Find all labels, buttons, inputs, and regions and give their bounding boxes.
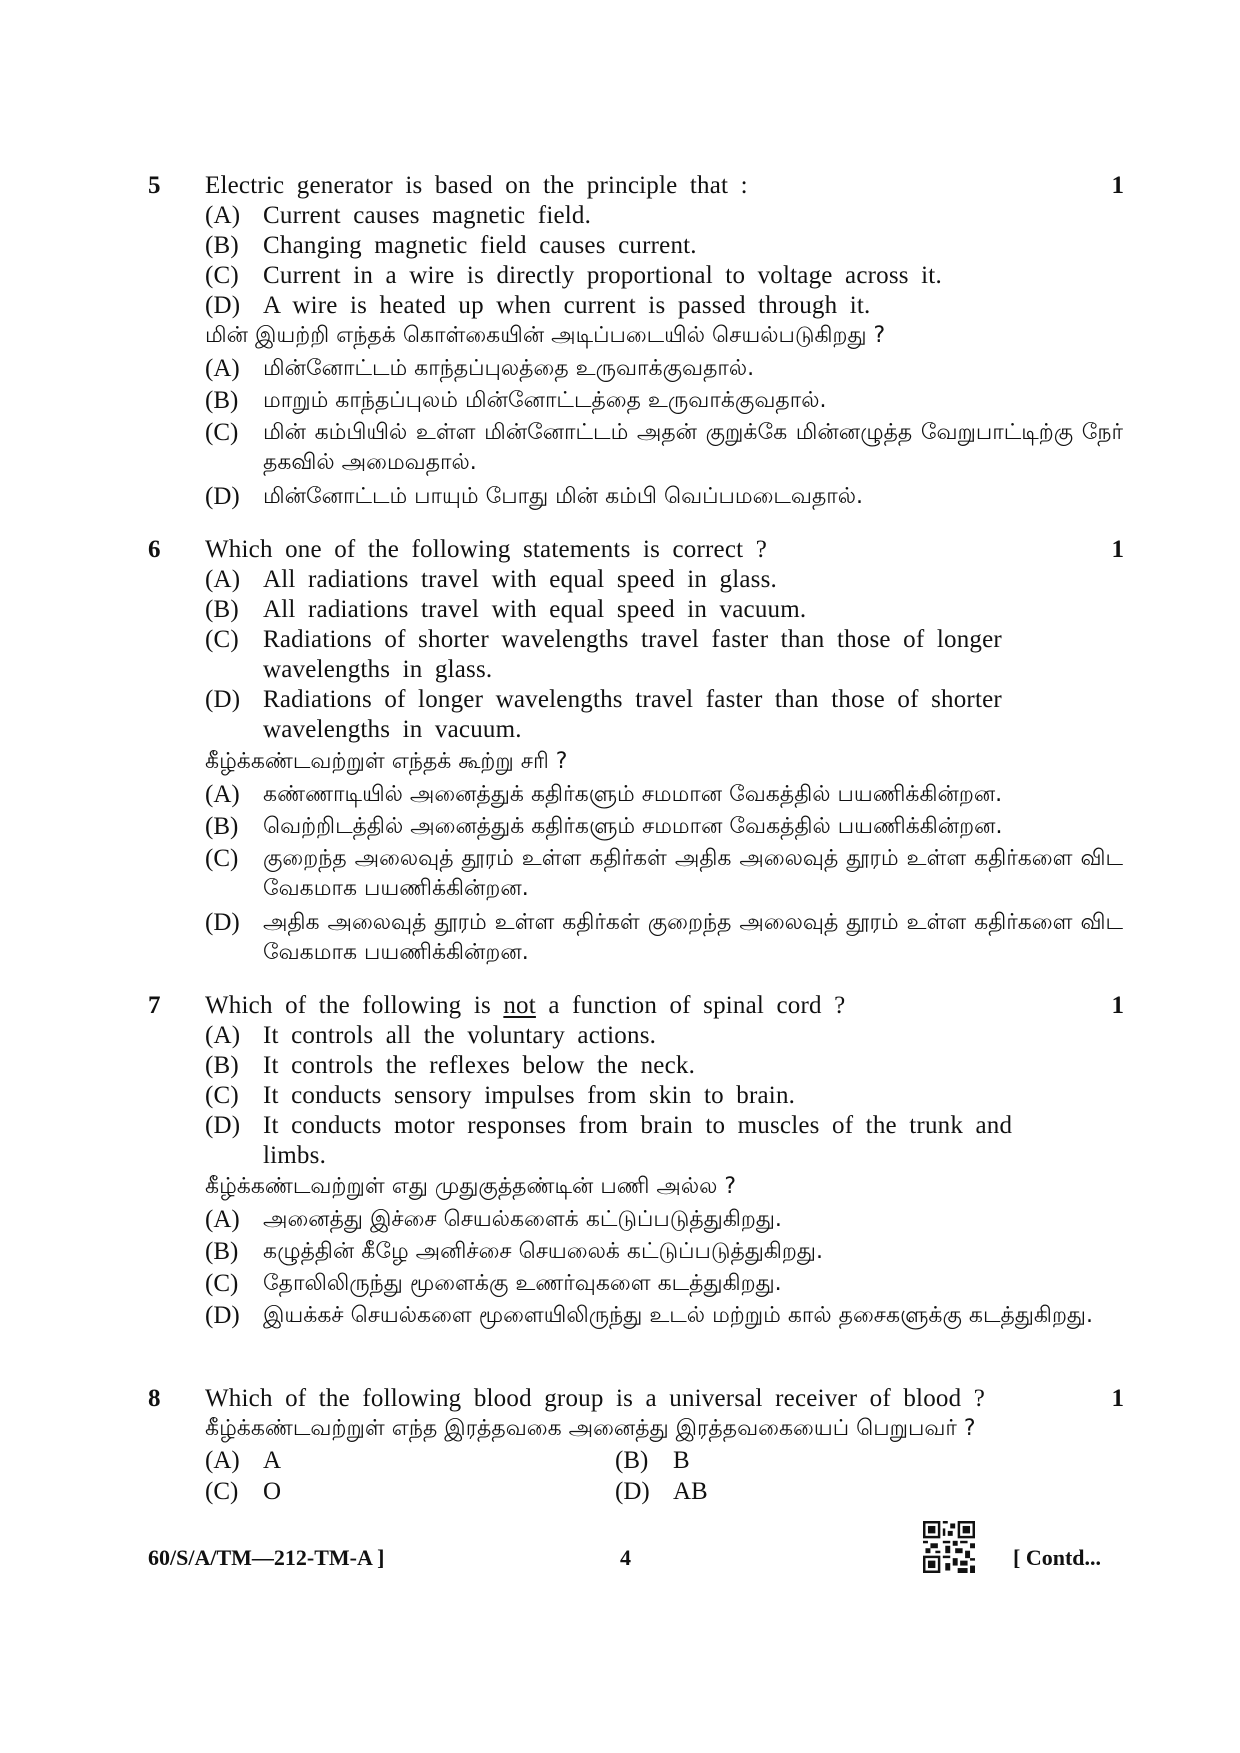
option-label: (D) [205,1112,241,1139]
option-text: அதிக அலைவுத் தூரம் உள்ள கதிர்கள் குறைந்த அலைவுத் தூரம் உள்ள கதிர்களை விட வேகமாக பயணிக்கின்றன. [263,910,1123,965]
question-text-post: a function of spinal cord ? [548,992,846,1019]
option-text: Radiations of longer wavelengths travel faster than those of shorter wavelengths in vacuum. [263,686,1002,743]
question-text-en: Electric generator is based on the principle that : [205,172,748,199]
page-number: 4 [620,1545,631,1570]
option-text: It controls the reflexes below the neck. [263,1052,696,1079]
option-label: (D) [205,1302,240,1329]
option-a [205,1446,281,1476]
continued-label: [ Contd... [1013,1545,1102,1570]
option-label: (B) [205,1052,239,1079]
option-label: (B) [205,596,239,623]
option-text: B [673,1447,690,1474]
option-label: (A) [205,1206,240,1233]
question-emphasis: not [503,992,536,1019]
question-text-ta: கீழ்க்கண்டவற்றுள் எது முதுகுத்தண்டின் பணி அல்ல ? [205,1174,737,1199]
question-marks: 1 [1111,992,1124,1019]
question-marks: 1 [1111,536,1124,563]
option-text: கழுத்தின் கீழே அனிச்சை செயலைக் கட்டுப்படுத்துகிறது. [263,1239,823,1264]
qr-code-icon [923,1521,975,1573]
option-label: (C) [205,419,239,446]
option-label: (C) [205,1270,239,1297]
question-text-ta: கீழ்க்கண்டவற்றுள் எந்த இரத்தவகை அனைத்து இரத்தவகையைப் பெறுபவர் ? [205,1416,976,1441]
option-text: Radiations of shorter wavelengths travel faster than those of longer wavelengths in glass. [263,626,1002,683]
option-text: வெற்றிடத்தில் அனைத்துக் கதிர்களும் சமமான வேகத்தில் பயணிக்கின்றன. [263,814,1003,839]
option-label: (D) [615,1478,650,1505]
option-text: It conducts sensory impulses from skin to brain. [263,1082,796,1109]
option-text: It controls all the voluntary actions. [263,1022,657,1049]
option-text: குறைந்த அலைவுத் தூரம் உள்ள கதிர்கள் அதிக அலைவுத் தூரம் உள்ள கதிர்களை விட வேகமாக பயணிக்கின்றன. [263,846,1123,901]
question-marks: 1 [1111,1385,1124,1412]
question-text-pre: Which of the following is [205,992,491,1019]
question-marks: 1 [1111,172,1124,199]
question-text-en: Which one of the following statements is correct ? [205,536,768,563]
option-label: (C) [205,845,239,872]
option-label: (D) [205,909,240,936]
paper-code: 60/S/A/TM—212-TM-A ] [148,1545,385,1570]
option-text: மின் கம்பியில் உள்ள மின்னோட்டம் அதன் குறுக்கே மின்னழுத்த வேறுபாட்டிற்கு நேர் தகவில் அமைவதால். [263,420,1123,475]
option-text: Current in a wire is directly proportional to voltage across it. [263,262,942,289]
option-text: இயக்கச் செயல்களை மூளையிலிருந்து உடல் மற்றும் கால் தசைகளுக்கு கடத்துகிறது. [263,1303,1093,1328]
option-label: (C) [205,626,239,653]
option-text: Current causes magnetic field. [263,202,592,229]
option-text: Changing magnetic field causes current. [263,232,697,259]
question-number: 7 [148,992,161,1019]
option-label: (D) [205,292,241,319]
option-text: It conducts motor responses from brain to muscles of the trunk and limbs. [263,1112,1013,1169]
option-text: A [263,1447,282,1474]
question-text-en: Which of the following blood group is a universal receiver of blood ? [205,1385,986,1412]
option-text: அனைத்து இச்சை செயல்களைக் கட்டுப்படுத்துகிறது. [263,1207,782,1232]
question-number: 5 [148,172,161,199]
option-label: (D) [205,483,240,510]
option-text: மாறும் காந்தப்புலம் மின்னோட்டத்தை உருவாக்குவதால். [263,388,827,413]
option-label: (A) [205,566,241,593]
option-label: (C) [205,1082,239,1109]
option-label: (D) [205,686,241,713]
option-text: All radiations travel with equal speed in vacuum. [263,596,807,623]
option-text: கண்ணாடியில் அனைத்துக் கதிர்களும் சமமான வேகத்தில் பயணிக்கின்றன. [263,782,1003,807]
option-label: (B) [205,232,239,259]
option-d [615,1477,708,1507]
option-text: மின்னோட்டம் காந்தப்புலத்தை உருவாக்குவதால். [263,356,755,381]
option-c [205,1477,281,1507]
option-label: (A) [205,355,240,382]
option-text: AB [673,1478,708,1505]
option-label: (B) [615,1447,649,1474]
option-text: தோலிலிருந்து மூளைக்கு உணர்வுகளை கடத்துகிறது. [263,1271,782,1296]
option-label: (B) [205,1238,239,1265]
question-number: 6 [148,536,161,563]
option-text: All radiations travel with equal speed in glass. [263,566,777,593]
option-text: A wire is heated up when current is passed through it. [263,292,871,319]
option-text: மின்னோட்டம் பாயும் போது மின் கம்பி வெப்பமடைவதால். [263,484,864,509]
option-label: (A) [205,202,241,229]
option-label: (A) [205,1447,240,1474]
question-text-ta: கீழ்க்கண்டவற்றுள் எந்தக் கூற்று சரி ? [205,749,568,774]
option-b [615,1446,690,1476]
question-text-ta: மின் இயற்றி எந்தக் கொள்கையின் அடிப்படையில் செயல்படுகிறது ? [205,323,886,348]
option-text: O [263,1478,282,1505]
question-number: 8 [148,1385,161,1412]
option-label: (C) [205,1478,239,1505]
option-label: (C) [205,262,239,289]
option-label: (A) [205,1022,241,1049]
option-label: (A) [205,781,240,808]
question-text-en [205,991,845,1021]
option-label: (B) [205,387,239,414]
option-label: (B) [205,813,239,840]
